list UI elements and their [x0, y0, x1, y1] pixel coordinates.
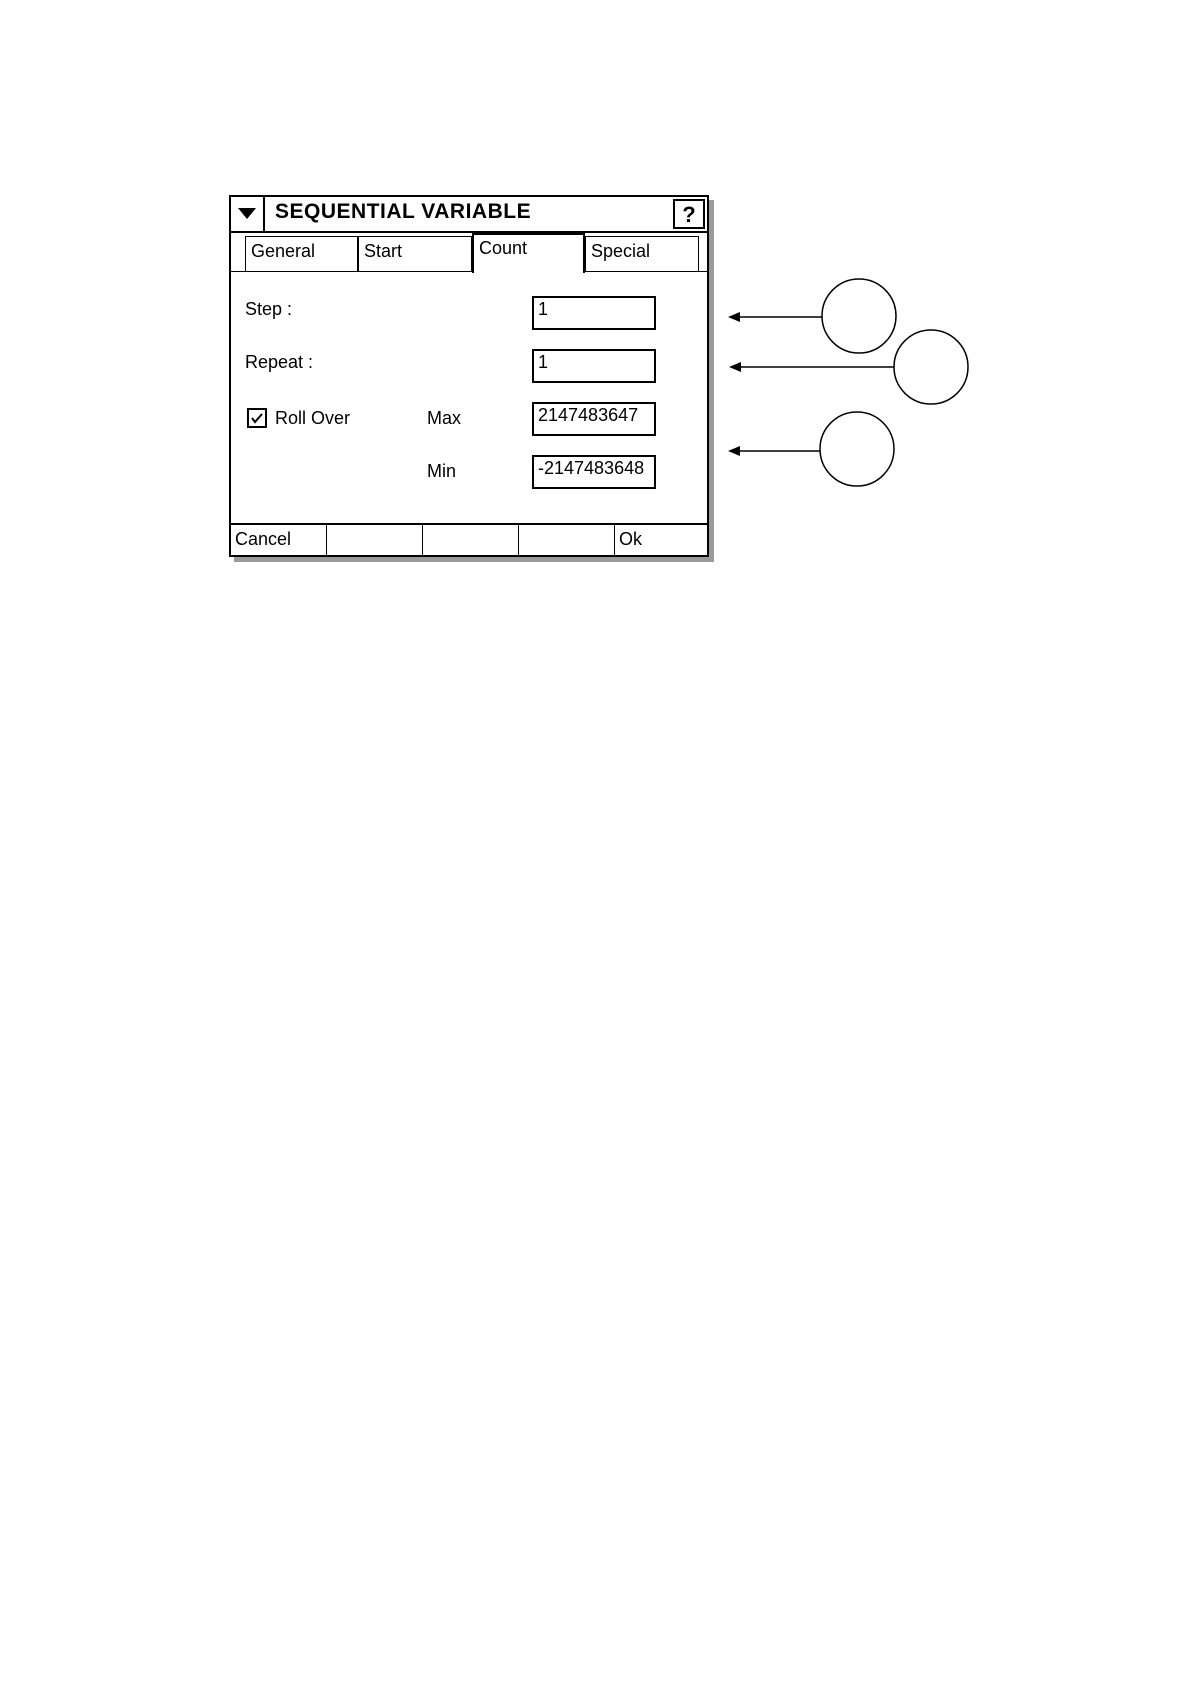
- repeat-input[interactable]: 1: [532, 349, 656, 383]
- ok-button[interactable]: Ok: [619, 529, 643, 549]
- callout-circle: [894, 330, 968, 404]
- help-button[interactable]: ?: [673, 199, 705, 229]
- callout-rollover: [728, 412, 894, 486]
- tab-start[interactable]: Start: [358, 236, 472, 272]
- max-label: Max: [427, 408, 462, 428]
- callout-step: [728, 279, 896, 353]
- max-input[interactable]: 2147483647: [532, 402, 656, 436]
- step-label: Step :: [245, 299, 293, 319]
- callout-circle: [822, 279, 896, 353]
- callout-circle: [820, 412, 894, 486]
- callout-repeat: [729, 330, 968, 404]
- tab-count[interactable]: Count: [472, 233, 585, 273]
- step-input[interactable]: 1: [532, 296, 656, 330]
- dialog-title: SEQUENTIAL VARIABLE: [275, 200, 532, 223]
- tab-baseline: [231, 271, 707, 272]
- tab-special[interactable]: Special: [585, 236, 699, 272]
- rollover-label: Roll Over: [275, 408, 351, 428]
- callout-annotations: [0, 0, 1190, 560]
- min-input[interactable]: -2147483648: [532, 455, 656, 489]
- repeat-label: Repeat :: [245, 352, 314, 372]
- tab-general[interactable]: General: [245, 236, 358, 272]
- min-label: Min: [427, 461, 457, 481]
- cancel-button[interactable]: Cancel: [231, 525, 327, 557]
